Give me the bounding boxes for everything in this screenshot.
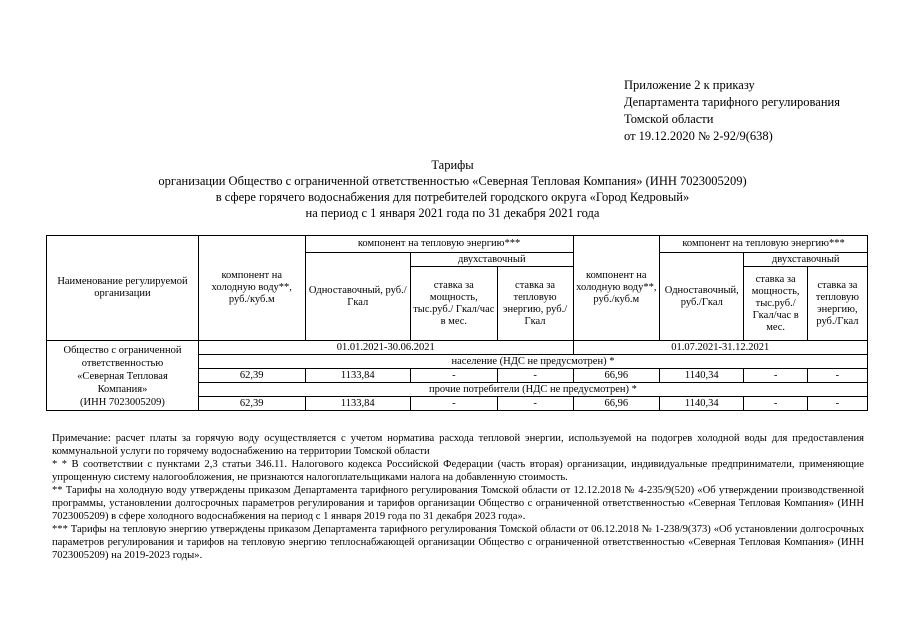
header-single-rate-2: Одноставочный, руб./Гкал <box>660 253 744 341</box>
value-cell: - <box>411 369 498 383</box>
appendix-line: Департамента тарифного регулирования <box>624 95 840 109</box>
appendix-reference <box>624 77 840 145</box>
header-capacity-rate-1: ставка за мощность, тыс.руб./ Гкал/час в мес. <box>411 267 498 341</box>
header-cold-water-2: компонент на холодную воду**, руб./куб.м <box>573 236 660 341</box>
appendix-line: от 19.12.2020 № 2-92/9(638) <box>624 129 773 143</box>
header-org-name: Наименование регулируемой организации <box>47 236 199 341</box>
value-cell: - <box>744 397 807 411</box>
title-heading: Тарифы <box>431 158 474 172</box>
value-cell: 62,39 <box>198 397 305 411</box>
header-two-rate-2: двухставочный <box>744 253 868 267</box>
value-cell: 66,96 <box>573 397 660 411</box>
header-heat-energy-2: компонент на тепловую энергию*** <box>660 236 868 253</box>
header-heat-energy-1: компонент на тепловую энергию*** <box>305 236 573 253</box>
group-label-other-consumers: прочие потребители (НДС не предусмотрен) * <box>198 383 867 397</box>
header-energy-rate-2: ставка за тепловую энергию, руб./Гкал <box>807 267 867 341</box>
value-cell: 62,39 <box>198 369 305 383</box>
value-cell: 1140,34 <box>660 397 744 411</box>
note-vat: * * В соответствии с пунктами 2,3 статьи 346.11. Налогового кодекса Российской Федерации (часть вторая) организации, индивидуальные предприниматели, применяющие упрощенную систему налогообложения, не признаются налогоплательщиками налога на добавленную стоимость. <box>52 459 864 483</box>
period-2: 01.07.2021-31.12.2021 <box>573 341 867 355</box>
note-cold-water: ** Тарифы на холодную воду утверждены приказом Департамента тарифного регулирования Томской области от 12.12.2018 № 4-235/9(520) «Об утверждении производственной программы, установлении долгосрочных параметров регулирования и тарифов организации Общество с ограниченной ответственностью «Северная Тепловая Компания» (ИНН 7023005209) в сфере холодного водоснабжения на период с 1 января 2019 года по 31 декабря 2023 года». <box>52 485 864 522</box>
value-cell: 1140,34 <box>660 369 744 383</box>
value-cell: - <box>497 397 573 411</box>
org-name-line: ответственностью <box>81 358 164 369</box>
note-heat-energy: *** Тарифы на тепловую энергию утверждены приказом Департамента тарифного регулирования Томской области от 06.12.2018 № 1-238/9(373) «Об установлении долгосрочных параметров регулирования и тарифов на тепловую энергию теплоснабжающей организации Общество с ограниченной ответственностью «Северная Тепловая Компания» (ИНН 7023005209) на 2019-2023 годы». <box>52 524 864 561</box>
value-cell: - <box>807 369 867 383</box>
period-1: 01.01.2021-30.06.2021 <box>198 341 573 355</box>
appendix-line: Томской области <box>624 112 714 126</box>
value-cell: - <box>807 397 867 411</box>
value-cell: 66,96 <box>573 369 660 383</box>
document-title <box>40 157 865 221</box>
title-scope: в сфере горячего водоснабжения для потребителей городского округа «Город Кедровый» <box>215 190 690 204</box>
value-cell: 1133,84 <box>305 369 411 383</box>
appendix-line: Приложение 2 к приказу <box>624 78 755 92</box>
org-name-line: (ИНН 7023005209) <box>80 397 165 408</box>
header-energy-rate-1: ставка за тепловую энергию, руб./Гкал <box>497 267 573 341</box>
title-organization: организации Общество с ограниченной ответственностью «Северная Тепловая Компания» (ИНН 7023005209) <box>158 174 747 188</box>
header-capacity-rate-2: ставка за мощность, тыс.руб./ Гкал/час в мес. <box>744 267 807 341</box>
header-cold-water-1: компонент на холодную воду**, руб./куб.м <box>198 236 305 341</box>
value-cell: - <box>497 369 573 383</box>
value-cell: 1133,84 <box>305 397 411 411</box>
group-label-population: население (НДС не предусмотрен) * <box>198 355 867 369</box>
note-main: Примечание: расчет платы за горячую воду осуществляется с учетом норматива расхода тепловой энергии, используемой на подогрев холодной воды для предоставления коммунальной услуги по горячему водоснабжению на территории Томской области <box>52 433 864 457</box>
value-cell: - <box>411 397 498 411</box>
value-cell: - <box>744 369 807 383</box>
tariff-table <box>46 235 868 411</box>
footnotes <box>52 432 864 562</box>
header-two-rate-1: двухставочный <box>411 253 574 267</box>
org-name-cell <box>47 341 199 411</box>
title-period: на период с 1 января 2021 года по 31 декабря 2021 года <box>305 206 600 220</box>
org-name-line: Общество с ограниченной <box>63 345 182 356</box>
header-single-rate-1: Одноставочный, руб./Гкал <box>305 253 411 341</box>
org-name-line: Компания» <box>97 384 148 395</box>
org-name-line: «Северная Тепловая <box>77 371 168 382</box>
